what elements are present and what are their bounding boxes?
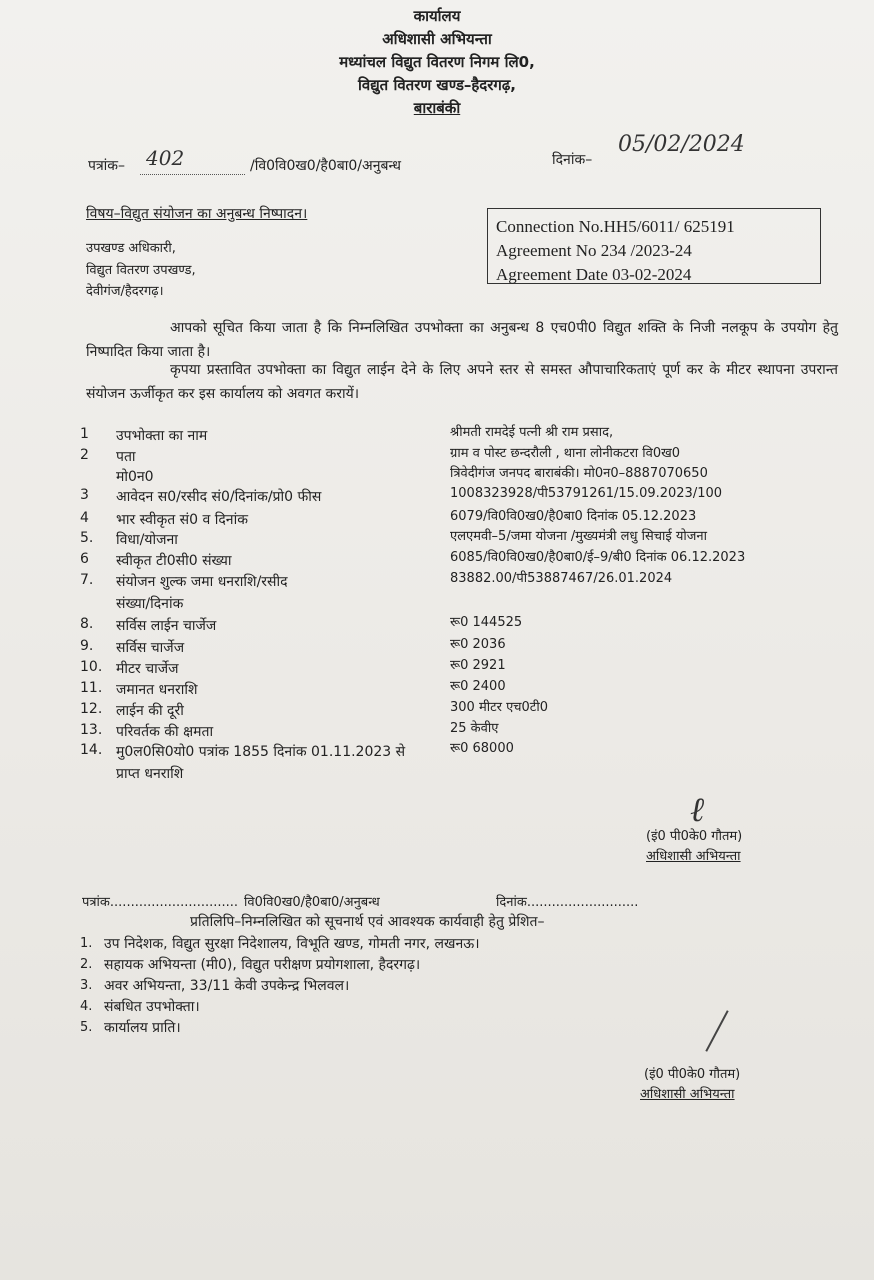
- detail-label: लाईन की दूरी: [116, 703, 184, 719]
- detail-number: 12.: [80, 701, 103, 717]
- detail-value: 83882.00/पी53887467/26.01.2024: [450, 571, 673, 586]
- detail-number: 7.: [80, 572, 94, 588]
- detail-value: रू0 68000: [450, 741, 514, 756]
- division-name: विद्युत वितरण खण्ड–हैदरगढ़,: [358, 76, 516, 94]
- signature-scribble-1: ℓ: [690, 790, 705, 830]
- detail-value: एलएमवी–5/जमा योजना /मुख्यमंत्री लधु सिचाई योजना: [450, 529, 708, 544]
- detail-number: 11.: [80, 680, 103, 696]
- copy-item-number: 3.: [80, 978, 93, 993]
- detail-label: संख्या/दिनांक: [116, 596, 184, 612]
- copy-item-text: संबधित उपभोक्ता।: [104, 999, 200, 1015]
- copy-item-number: 2.: [80, 957, 93, 972]
- subject-line: विषय–विद्युत संयोजन का अनुबन्ध निष्पादन।: [86, 206, 308, 222]
- detail-number: 3: [80, 487, 89, 503]
- detail-label: सर्विस चार्जेज: [116, 640, 185, 656]
- detail-number: 2: [80, 447, 89, 463]
- detail-value: रू0 2921: [450, 658, 506, 673]
- detail-label: सर्विस लाईन चार्जेज: [116, 618, 217, 634]
- detail-value: ग्राम व पोस्ट छन्दरौली , थाना लोनीकटरा वि0ख0: [450, 446, 681, 461]
- detail-value: रू0 2036: [450, 637, 506, 652]
- detail-value: 6085/वि0वि0ख0/है0बा0/ई–9/बी0 दिनांक 06.12.2023: [450, 550, 746, 565]
- copy-item-text: सहायक अभियन्ता (मी0), विद्युत परीक्षण प्रयोगशाला, हैदरगढ़।: [104, 957, 421, 973]
- detail-label: उपभोक्ता का नाम: [116, 428, 208, 444]
- detail-value: 300 मीटर एच0टी0: [450, 700, 548, 715]
- copy-item-text: कार्यालय प्राति।: [104, 1020, 181, 1036]
- letter-number-dotline: [140, 174, 245, 175]
- detail-number: 1: [80, 426, 89, 442]
- copy-item-text: उप निदेशक, विद्युत सुरक्षा निदेशालय, विभूति खण्ड, गोमती नगर, लखनऊ।: [104, 936, 480, 952]
- body-paragraph-2: कृपया प्रस्तावित उपभोक्ता का विद्युत लाईन देने के लिए अपने स्तर से समस्त औपाचारिकताएं पूर्ण कर के मीटर स्थापना उपरान्त संयोजन ऊर्जीकृत कर इस कार्यालय को अवगत करायें।: [86, 362, 838, 402]
- detail-label: संयोजन शुल्क जमा धनराशि/रसीद: [116, 574, 288, 590]
- copy-item-text: अवर अभियन्ता, 33/11 केवी उपकेन्द्र भिलवल।: [104, 978, 350, 994]
- detail-number: 5.: [80, 530, 94, 546]
- detail-label: मो0न0: [116, 469, 154, 485]
- date-label-2: दिनांक...........................: [496, 895, 639, 910]
- detail-value: 25 केवीए: [450, 721, 499, 736]
- detail-value: 1008323928/पी53791261/15.09.2023/100: [450, 486, 723, 501]
- letter-number-handwritten: 402: [146, 146, 185, 170]
- copy-item-number: 5.: [80, 1020, 93, 1035]
- detail-label: मीटर चार्जेज: [116, 661, 179, 677]
- connection-details-box: [487, 208, 821, 284]
- body-paragraph-1: आपको सूचित किया जाता है कि निम्नलिखित उपभोक्ता का अनुबन्ध 8 एच0पी0 विद्युत शक्ति के निजी नलकूप के उपयोग हेतु निष्पादित किया जाता है।: [86, 320, 838, 360]
- signatory-name-1: (इं0 पी0के0 गौतम): [646, 829, 743, 844]
- signatory-name-2: (इं0 पी0के0 गौतम): [644, 1067, 741, 1082]
- connection-number: Connection No.HH5/6011/ 625191: [496, 217, 735, 236]
- detail-value: त्रिवेदीगंज जनपद बाराबंकी। मो0न0–8887070650: [450, 466, 708, 481]
- detail-label: प्राप्त धनराशि: [116, 766, 184, 782]
- detail-label: आवेदन स0/रसीद सं0/दिनांक/प्रो0 फीस: [116, 489, 322, 505]
- detail-value: श्रीमती रामदेई पत्नी श्री राम प्रसाद,: [450, 425, 614, 440]
- signatory-designation-2: अधिशासी अभियन्ता: [640, 1087, 735, 1102]
- detail-number: 6: [80, 551, 89, 567]
- date-label: दिनांक–: [552, 152, 593, 168]
- agreement-date: Agreement Date 03-02-2024: [496, 265, 692, 284]
- addressee-line2: विद्युत वितरण उपखण्ड,: [86, 263, 196, 278]
- detail-number: 14.: [80, 742, 103, 758]
- detail-label: विधा/योजना: [116, 532, 178, 548]
- letter-number-label-2: पत्रांक...............................: [82, 895, 239, 910]
- signatory-designation-1: अधिशासी अभियन्ता: [646, 849, 741, 864]
- detail-label: भार स्वीकृत सं0 व दिनांक: [116, 512, 248, 528]
- letter-number-suffix-2: वि0वि0ख0/है0बा0/अनुबन्ध: [244, 895, 380, 910]
- office-label: कार्यालय: [413, 7, 461, 25]
- detail-number: 13.: [80, 722, 103, 738]
- agreement-number: Agreement No 234 /2023-24: [496, 241, 692, 260]
- addressee-line3: देवीगंज/हैदरगढ़।: [86, 284, 164, 299]
- date-handwritten: 05/02/2024: [618, 132, 745, 157]
- letter-number-suffix: /वि0वि0ख0/है0बा0/अनुबन्ध: [250, 158, 401, 174]
- detail-number: 8.: [80, 616, 94, 632]
- company-name: मध्यांचल विद्युत वितरण निगम लि0,: [339, 53, 535, 71]
- detail-label: पता: [116, 449, 136, 465]
- detail-label: परिवर्तक की क्षमता: [116, 724, 214, 740]
- detail-label: जमानत धनराशि: [116, 682, 198, 698]
- signature-scribble-2: [705, 1010, 728, 1052]
- letter-number-label: पत्रांक–: [88, 158, 126, 174]
- detail-number: 9.: [80, 638, 94, 654]
- officer-title: अधिशासी अभियन्ता: [382, 30, 492, 48]
- detail-value: रू0 144525: [450, 615, 523, 630]
- copy-item-number: 4.: [80, 999, 93, 1014]
- detail-label: स्वीकृत टी0सी0 संख्या: [116, 553, 232, 569]
- detail-value: 6079/वि0वि0ख0/है0बा0 दिनांक 05.12.2023: [450, 509, 697, 524]
- addressee-line1: उपखण्ड अधिकारी,: [86, 241, 176, 256]
- copy-item-number: 1.: [80, 936, 93, 951]
- detail-number: 10.: [80, 659, 103, 675]
- detail-number: 4: [80, 510, 89, 526]
- copy-intro: प्रतिलिपि–निम्नलिखित को सूचनार्थ एवं आवश्यक कार्यवाही हेतु प्रेशित–: [190, 914, 545, 930]
- detail-label: मु0ल0सि0यो0 पत्रांक 1855 दिनांक 01.11.2023 से: [116, 744, 406, 760]
- detail-value: रू0 2400: [450, 679, 506, 694]
- district-name: बाराबंकी: [413, 99, 461, 117]
